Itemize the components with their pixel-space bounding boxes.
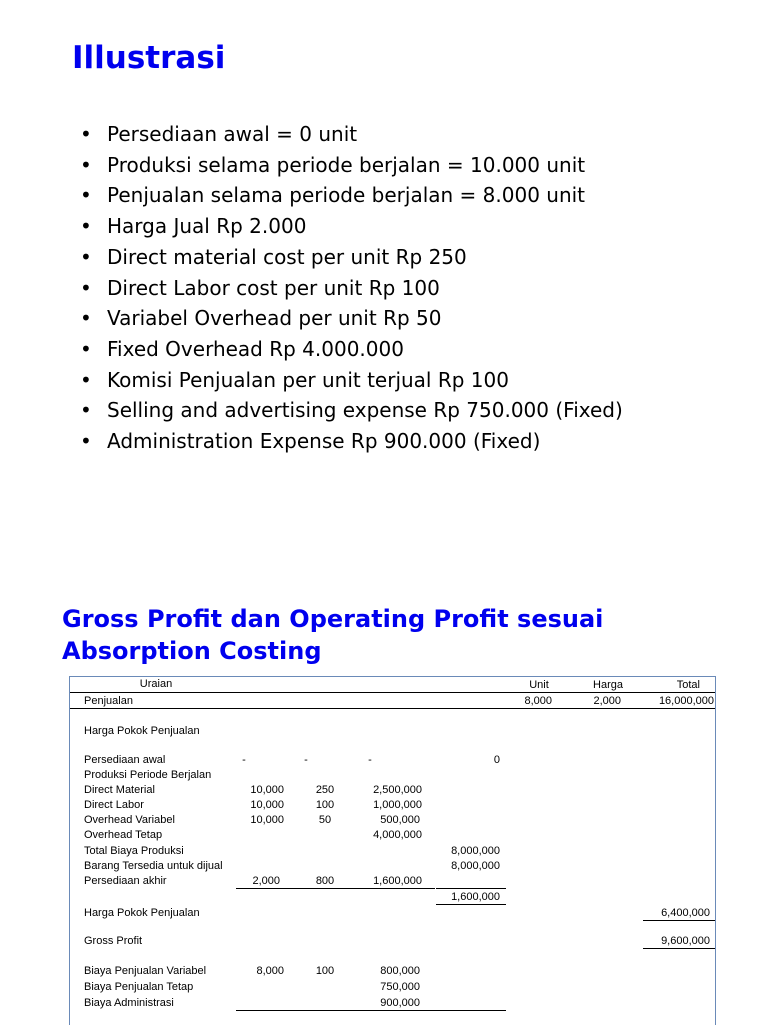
subtotal-underline <box>436 904 506 905</box>
header-uraian: Uraian <box>139 678 173 690</box>
overhead-tetap-amount: 4,000,000 <box>373 829 422 841</box>
direct-labor-qty: 10,000 <box>250 799 284 811</box>
persediaan-akhir-qty: 2,000 <box>252 875 280 887</box>
overhead-tetap-label: Overhead Tetap <box>84 829 163 841</box>
absorption-costing-table <box>69 676 716 1025</box>
barang-tersedia-label: Barang Tersedia untuk dijual <box>84 860 223 872</box>
produksi-heading: Produksi Periode Berjalan <box>84 769 212 781</box>
persediaan-akhir-label: Persediaan akhir <box>84 875 167 887</box>
persediaan-akhir-total: 1,600,000 <box>451 891 500 903</box>
biaya-penjualan-variabel-label: Biaya Penjualan Variabel <box>84 965 207 977</box>
biaya-penjualan-variabel-rate: 100 <box>315 965 335 977</box>
list-item: • Produksi selama periode berjalan = 10.000 unit <box>80 150 720 181</box>
biaya-penjualan-variabel-qty: 8,000 <box>256 965 284 977</box>
persediaan-awal-rate: - <box>304 754 308 766</box>
header-total: Total <box>676 679 700 691</box>
persediaan-awal-amount: - <box>368 754 372 766</box>
list-item: • Persediaan awal = 0 unit <box>80 119 720 150</box>
hpp-total-amount: 6,400,000 <box>661 907 710 919</box>
penjualan-label: Penjualan <box>84 695 133 707</box>
list-item: • Direct material cost per unit Rp 250 <box>80 242 720 273</box>
list-item: • Administration Expense Rp 900.000 (Fixed) <box>80 426 720 457</box>
list-item: • Variabel Overhead per unit Rp 50 <box>80 303 720 334</box>
total-biaya-produksi-label: Total Biaya Produksi <box>84 845 184 857</box>
direct-labor-amount: 1,000,000 <box>373 799 422 811</box>
penjualan-divider <box>70 708 715 709</box>
gross-profit-label: Gross Profit <box>84 935 143 947</box>
page-title: Illustrasi <box>72 40 226 76</box>
overhead-variabel-label: Overhead Variabel <box>84 814 175 826</box>
overhead-variabel-qty: 10,000 <box>250 814 284 826</box>
overhead-variabel-amount: 500,000 <box>380 814 420 826</box>
persediaan-awal-qty: - <box>242 754 246 766</box>
hpp-total-label: Harga Pokok Penjualan <box>84 907 200 919</box>
list-item: • Penjualan selama periode berjalan = 8.000 unit <box>80 180 720 211</box>
biaya-administrasi-amount: 900,000 <box>380 997 420 1009</box>
barang-tersedia-amount: 8,000,000 <box>451 860 500 872</box>
hpp-total-underline <box>643 920 715 921</box>
biaya-administrasi-label: Biaya Administrasi <box>84 997 174 1009</box>
direct-material-label: Direct Material <box>84 784 155 796</box>
biaya-penjualan-tetap-amount: 750,000 <box>380 981 420 993</box>
list-item: • Fixed Overhead Rp 4.000.000 <box>80 334 720 365</box>
overhead-variabel-rate: 50 <box>318 814 332 826</box>
persediaan-akhir-amount: 1,600,000 <box>373 875 422 887</box>
bullet-list <box>80 119 720 457</box>
direct-labor-label: Direct Labor <box>84 799 144 811</box>
direct-material-rate: 250 <box>315 784 335 796</box>
direct-material-amount: 2,500,000 <box>373 784 422 796</box>
penjualan-total: 16,000,000 <box>658 695 714 707</box>
header-harga: Harga <box>593 679 623 691</box>
biaya-underline <box>236 1010 506 1011</box>
hpp-heading: Harga Pokok Penjualan <box>84 725 200 737</box>
penjualan-harga: 2,000 <box>593 695 621 707</box>
biaya-penjualan-variabel-amount: 800,000 <box>380 965 420 977</box>
list-item: • Komisi Penjualan per unit terjual Rp 100 <box>80 365 720 396</box>
direct-labor-rate: 100 <box>315 799 335 811</box>
list-item: • Selling and advertising expense Rp 750.000 (Fixed) <box>80 395 720 426</box>
subtotal-overline <box>436 888 506 889</box>
list-item: • Harga Jual Rp 2.000 <box>80 211 720 242</box>
persediaan-akhir-underline <box>236 888 435 889</box>
persediaan-akhir-rate: 800 <box>315 875 335 887</box>
biaya-penjualan-tetap-label: Biaya Penjualan Tetap <box>84 981 194 993</box>
direct-material-qty: 10,000 <box>250 784 284 796</box>
header-unit: Unit <box>529 679 549 691</box>
header-divider <box>70 692 715 693</box>
persediaan-awal-label: Persediaan awal <box>84 754 166 766</box>
penjualan-unit: 8,000 <box>524 695 552 707</box>
section-subtitle: Gross Profit dan Operating Profit sesuai Absorption Costing <box>62 605 604 665</box>
gross-profit-underline <box>643 948 715 949</box>
persediaan-awal-total: 0 <box>493 754 500 766</box>
total-biaya-produksi-amount: 8,000,000 <box>451 845 500 857</box>
gross-profit-amount: 9,600,000 <box>661 935 710 947</box>
list-item: • Direct Labor cost per unit Rp 100 <box>80 273 720 304</box>
